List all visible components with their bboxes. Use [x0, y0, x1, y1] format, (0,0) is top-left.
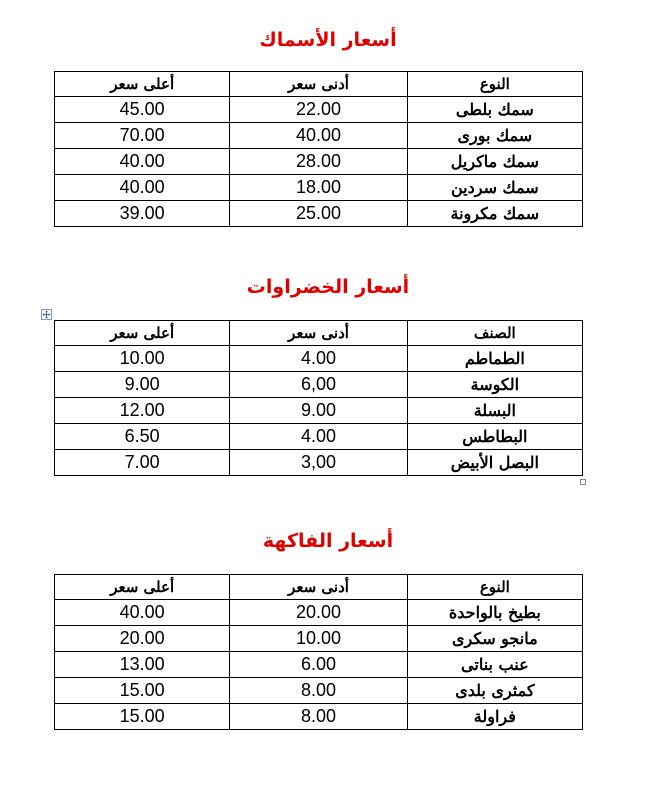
item-name: سمك بورى [407, 123, 582, 149]
min-price: 4.00 [230, 346, 407, 372]
max-price: 12.00 [55, 398, 230, 424]
max-price: 39.00 [55, 201, 230, 227]
table-header-row [55, 575, 583, 600]
column-header-min-price: أدنى سعر [230, 321, 407, 346]
min-price: 8.00 [230, 678, 407, 704]
table-row [55, 450, 583, 476]
table-resize-handle-icon[interactable] [580, 479, 586, 485]
column-header-max-price: أعلى سعر [55, 575, 230, 600]
table-header-row [55, 72, 583, 97]
min-price: 6,00 [230, 372, 407, 398]
item-name: بطيخ بالواحدة [407, 600, 582, 626]
fruits-section-title: أسعار الفاكهة [262, 530, 394, 552]
fish-price-table [54, 71, 583, 227]
item-name: فراولة [407, 704, 582, 730]
item-name: كمثرى بلدى [407, 678, 582, 704]
min-price: 20.00 [230, 600, 407, 626]
item-name: سمك ماكريل [407, 149, 582, 175]
column-header-max-price: أعلى سعر [55, 321, 230, 346]
table-row [55, 652, 583, 678]
min-price: 28.00 [230, 149, 407, 175]
min-price: 25.00 [230, 201, 407, 227]
column-header-type: النوع [407, 72, 582, 97]
table-row [55, 346, 583, 372]
item-name: عنب بناتى [407, 652, 582, 678]
table-move-handle-icon[interactable] [41, 309, 52, 320]
max-price: 15.00 [55, 678, 230, 704]
item-name: مانجو سكرى [407, 626, 582, 652]
item-name: الكوسة [407, 372, 582, 398]
min-price: 22.00 [230, 97, 407, 123]
column-header-max-price: أعلى سعر [55, 72, 230, 97]
column-header-item: الصنف [407, 321, 582, 346]
table-row [55, 626, 583, 652]
table-row [55, 149, 583, 175]
min-price: 4.00 [230, 424, 407, 450]
min-price: 8.00 [230, 704, 407, 730]
table-row [55, 424, 583, 450]
max-price: 7.00 [55, 450, 230, 476]
min-price: 10.00 [230, 626, 407, 652]
max-price: 45.00 [55, 97, 230, 123]
min-price: 18.00 [230, 175, 407, 201]
max-price: 13.00 [55, 652, 230, 678]
max-price: 40.00 [55, 600, 230, 626]
table-row [55, 123, 583, 149]
table-row [55, 704, 583, 730]
column-header-type: النوع [407, 575, 582, 600]
table-row [55, 97, 583, 123]
item-name: الطماطم [407, 346, 582, 372]
max-price: 40.00 [55, 175, 230, 201]
item-name: سمك مكرونة [407, 201, 582, 227]
item-name: البطاطس [407, 424, 582, 450]
max-price: 6.50 [55, 424, 230, 450]
table-row [55, 175, 583, 201]
max-price: 15.00 [55, 704, 230, 730]
min-price: 40.00 [230, 123, 407, 149]
vegetables-section-title: أسعار الخضراوات [246, 276, 410, 298]
fruits-price-table [54, 574, 583, 730]
max-price: 70.00 [55, 123, 230, 149]
table-header-row [55, 321, 583, 346]
max-price: 9.00 [55, 372, 230, 398]
item-name: سمك سردين [407, 175, 582, 201]
max-price: 10.00 [55, 346, 230, 372]
item-name: سمك بلطى [407, 97, 582, 123]
table-row [55, 201, 583, 227]
max-price: 20.00 [55, 626, 230, 652]
item-name: البصل الأبيض [407, 450, 582, 476]
min-price: 6.00 [230, 652, 407, 678]
vegetables-price-table [54, 320, 583, 476]
min-price: 3,00 [230, 450, 407, 476]
item-name: البسلة [407, 398, 582, 424]
column-header-min-price: أدنى سعر [230, 575, 407, 600]
table-row [55, 600, 583, 626]
column-header-min-price: أدنى سعر [230, 72, 407, 97]
table-row [55, 398, 583, 424]
table-row [55, 678, 583, 704]
min-price: 9.00 [230, 398, 407, 424]
max-price: 40.00 [55, 149, 230, 175]
table-row [55, 372, 583, 398]
fish-section-title: أسعار الأسماك [259, 29, 397, 51]
